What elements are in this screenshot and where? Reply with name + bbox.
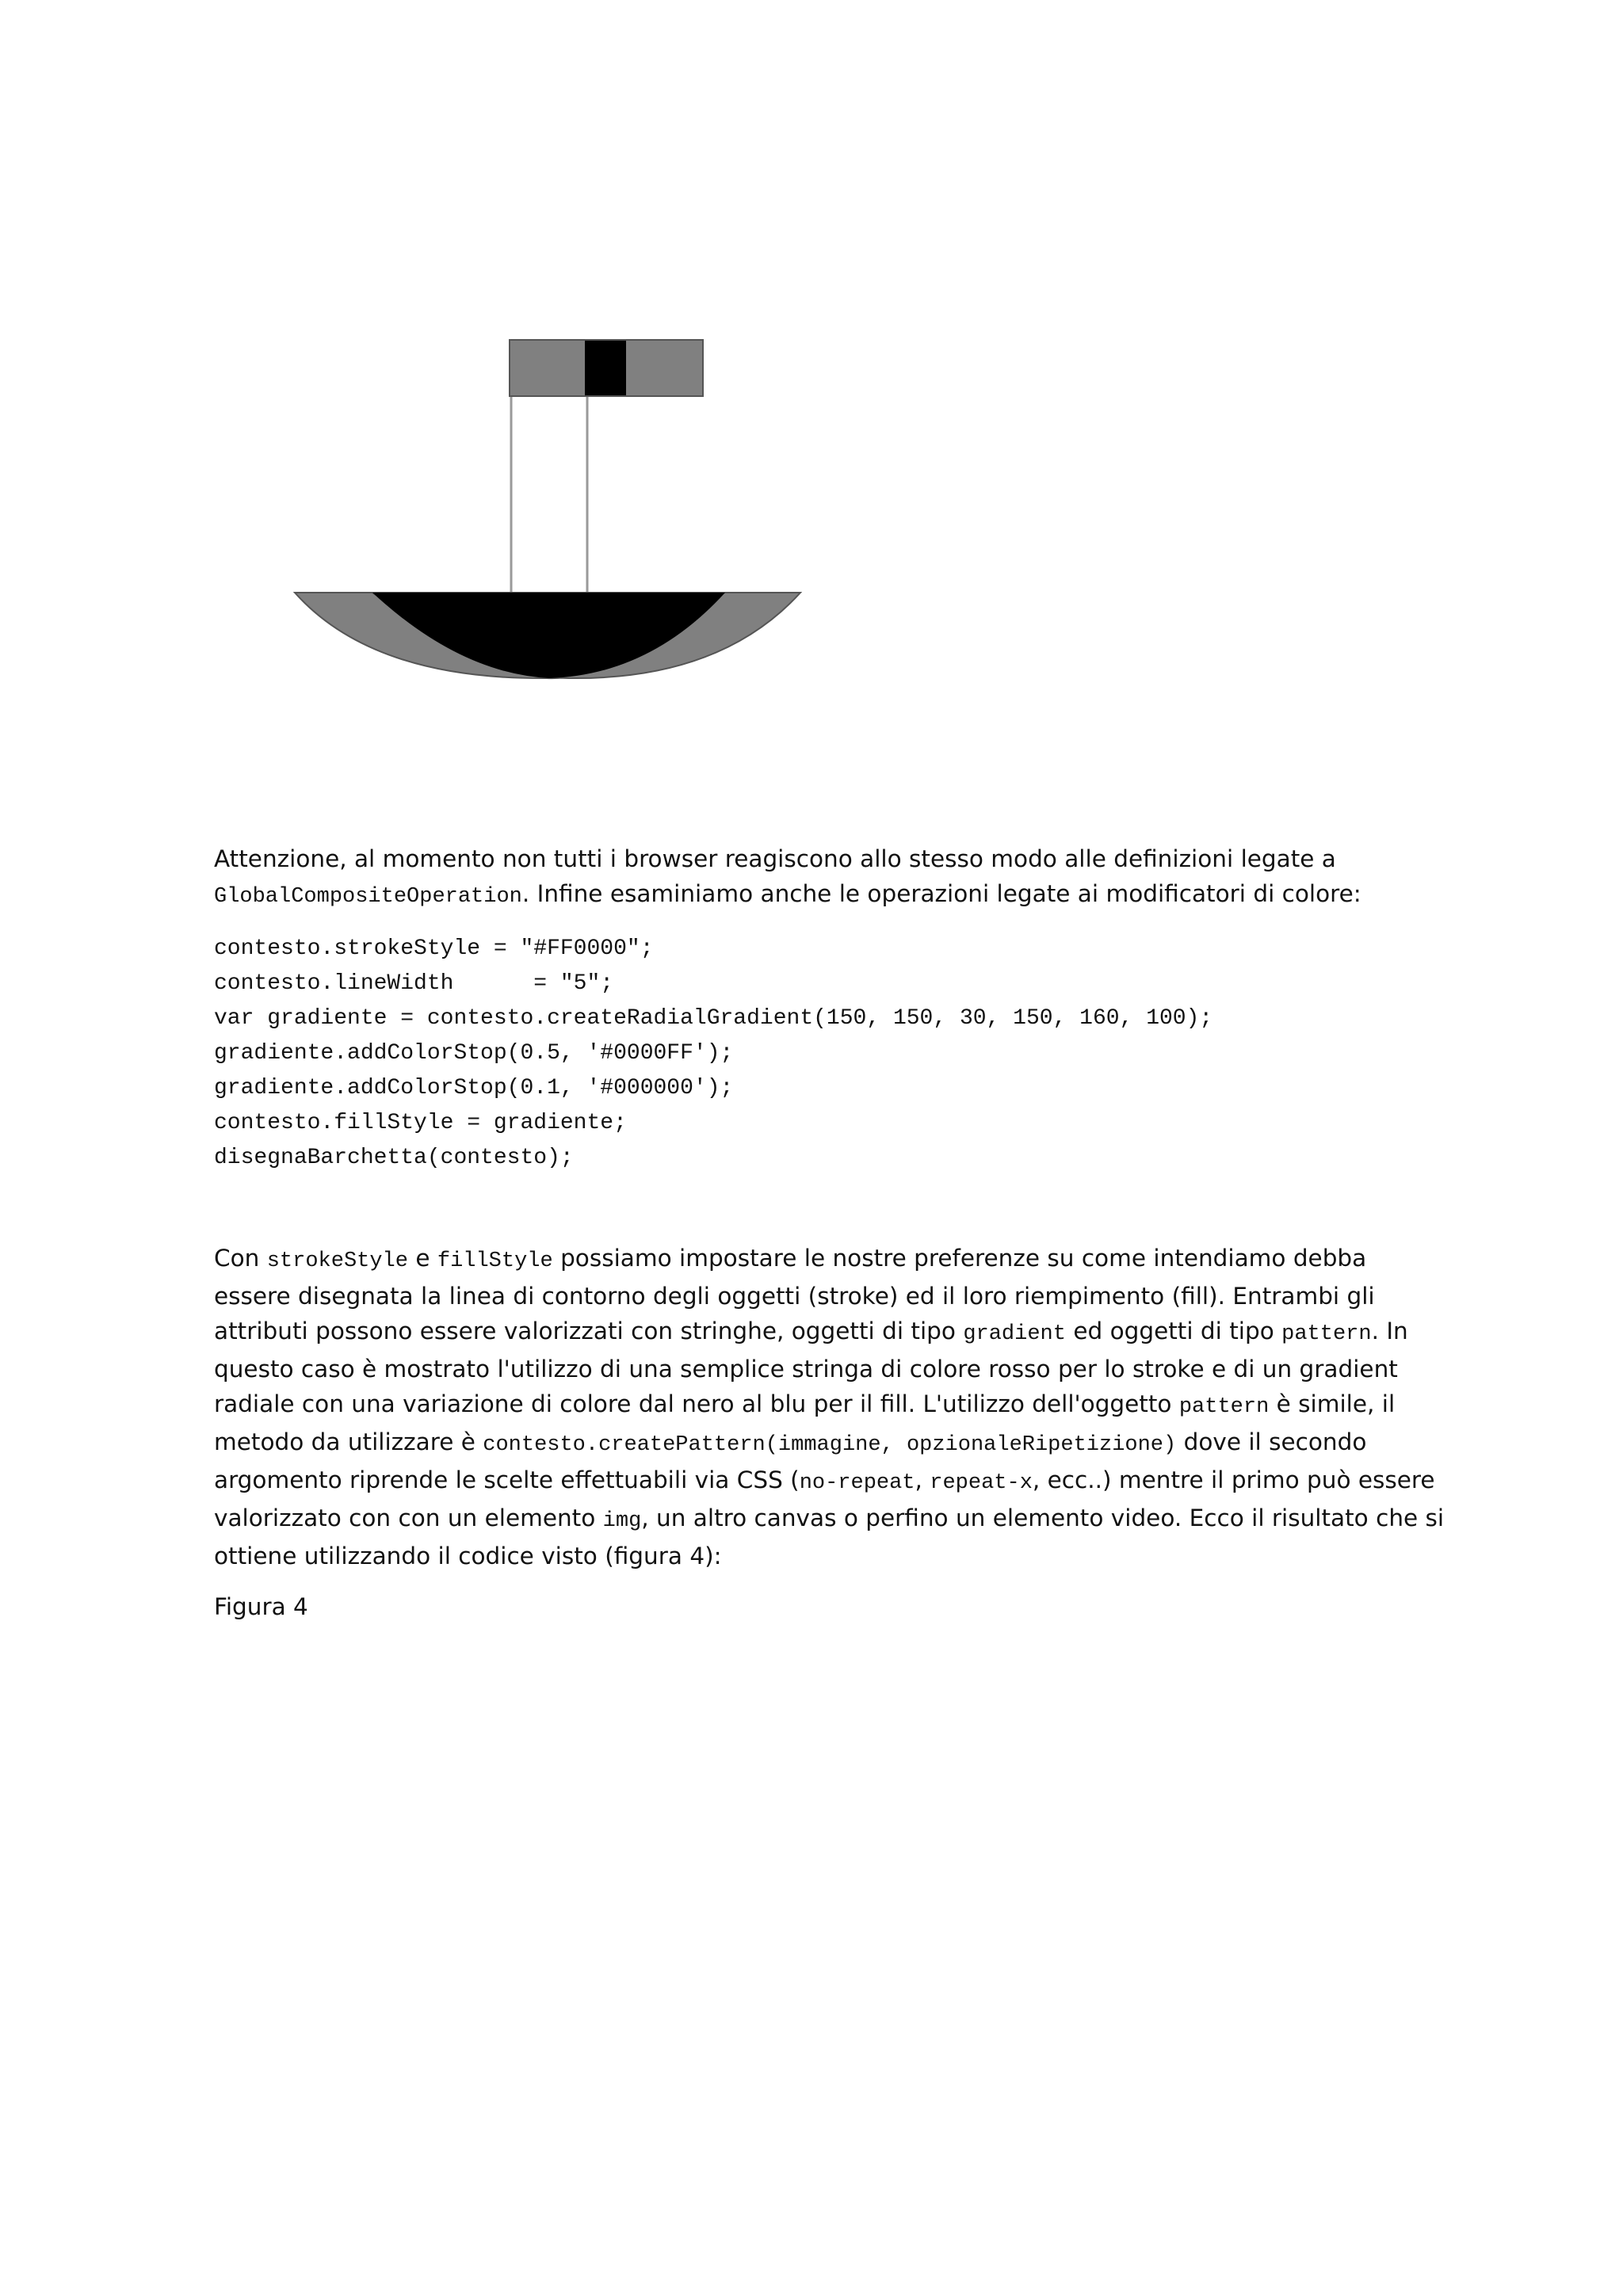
code-line: contesto.strokeStyle = "#FF0000";: [214, 936, 654, 961]
code-line: contesto.lineWidth = "5";: [214, 971, 614, 996]
inline-code: fillStyle: [437, 1249, 553, 1273]
flag-center-part: [585, 340, 626, 396]
boat-figure: [0, 0, 1623, 713]
code-line: gradiente.addColorStop(0.1, '#000000');: [214, 1076, 734, 1100]
flag-left-part: [510, 340, 585, 396]
text-span: , un altro canvas o perfino un elemento video. Ecco il risultato che si ottiene utilizzando il codice visto (figura 4):: [214, 1505, 1445, 1569]
text-span: Attenzione, al momento non tutti i browser reagiscono allo stesso modo alle definizioni legate a: [214, 845, 1336, 872]
text-span: . Infine esaminiamo anche le operazioni legate ai modificatori di colore:: [521, 880, 1361, 907]
text-span: ,: [915, 1466, 930, 1493]
inline-code: contesto.createPattern(immagine, opzionaleRipetizione): [483, 1433, 1177, 1457]
inline-code: pattern: [1281, 1322, 1372, 1346]
boat-drawing: [0, 0, 1623, 713]
paragraph-explanation: [214, 1241, 1450, 1573]
text-span: dove il secondo argomento riprende le scelte effettuabili via CSS (: [214, 1428, 1367, 1493]
inline-code: strokeStyle: [266, 1249, 408, 1273]
inline-code: img: [602, 1509, 642, 1533]
inline-code: GlobalCompositeOperation: [214, 885, 522, 909]
code-line: gradiente.addColorStop(0.5, '#0000FF');: [214, 1041, 734, 1066]
text-span: ed oggetti di tipo: [1065, 1318, 1282, 1344]
code-block: [214, 932, 1450, 1176]
inline-code: pattern: [1178, 1395, 1270, 1419]
text-span: , ecc..) mentre il primo può essere valorizzato con con un elemento: [214, 1466, 1435, 1531]
inline-code: gradient: [963, 1322, 1066, 1346]
code-line: disegnaBarchetta(contesto);: [214, 1146, 574, 1170]
text-span: e: [407, 1245, 437, 1272]
text-span: è simile, il metodo da utilizzare è: [214, 1390, 1396, 1455]
text-span: possiamo impostare le nostre preferenze su come intendiamo debba essere disegnata la linea di contorno degli oggetti (stroke) ed il loro riempimento (fill). Entrambi gli attributi possono essere valorizzati con stringhe, oggetti di tipo: [214, 1245, 1375, 1344]
text-span: Con: [214, 1245, 267, 1272]
code-line: contesto.fillStyle = gradiente;: [214, 1111, 627, 1135]
figure-caption: Figura 4: [214, 1593, 308, 1620]
inline-code: repeat-x: [930, 1471, 1033, 1495]
text-span: . In questo caso è mostrato l'utilizzo di una semplice stringa di colore rosso per lo stroke e di un gradient radiale con una variazione di colore dal nero al blu per il fill. L'utilizzo dell'oggetto: [214, 1318, 1408, 1417]
inline-code: no-repeat: [799, 1471, 915, 1495]
paragraph-intro: [214, 841, 1450, 914]
article-body: [214, 841, 1450, 1624]
flag-right-part: [626, 340, 703, 396]
code-line: var gradiente = contesto.createRadialGradient(150, 150, 30, 150, 160, 100);: [214, 1006, 1213, 1031]
